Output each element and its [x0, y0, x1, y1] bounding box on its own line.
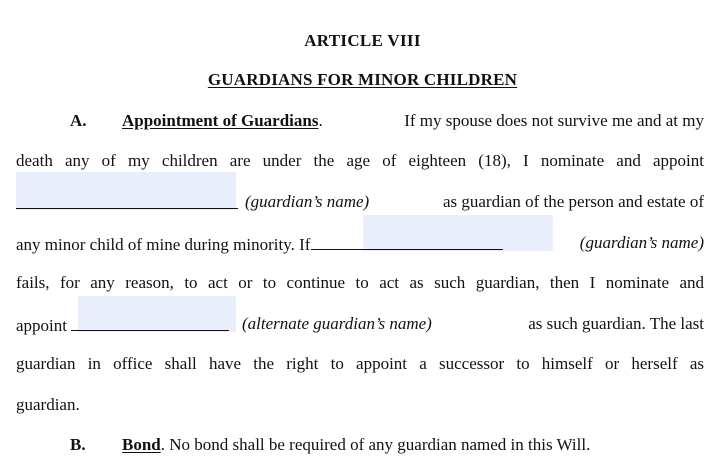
section-a-line-2: death any of my children are under the age of eighteen (18), I nominate and appoint — [16, 151, 704, 170]
section-b-letter: B. — [70, 435, 86, 454]
section-b-line — [16, 435, 704, 455]
guardian-name-blank-1[interactable] — [16, 192, 238, 209]
section-a-text-4: any minor child of mine during minority. If — [16, 235, 311, 254]
section-a-line-1: A. Appointment of Guardians. If my spouse does not survive me and at my — [70, 111, 704, 130]
section-a-line-7: guardian in office shall have the right to appoint a successor to himself or herself as — [16, 354, 704, 373]
section-a-line-8: guardian. — [16, 395, 80, 414]
article-title: ARTICLE VIII — [304, 31, 421, 50]
alternate-guardian-name-blank[interactable] — [71, 314, 229, 331]
guardian-name-blank-2[interactable] — [311, 233, 503, 250]
section-a-text-3: as guardian of the person and estate of — [442, 192, 704, 211]
section-a-line-4 — [16, 233, 704, 255]
section-a-text-6: appoint — [16, 316, 67, 335]
section-a-heading: Appointment of Guardians — [122, 111, 319, 130]
section-b-heading: Bond — [122, 435, 161, 454]
section-a-letter: A. — [70, 111, 87, 130]
alternate-guardian-name-label: (alternate guardian’s name) — [242, 314, 432, 333]
guardian-name-label-1: (guardian’s name) — [245, 192, 370, 211]
section-a-line-6 — [16, 314, 704, 336]
section-a-line-3 — [16, 192, 704, 214]
section-a-text-6-end: as such guardian. The last — [528, 314, 704, 333]
article-subtitle: GUARDIANS FOR MINOR CHILDREN — [207, 70, 518, 89]
section-b-text: . No bond shall be required of any guardian named in this Will. — [160, 435, 591, 454]
section-a-line-5: fails, for any reason, to act or to continue to act as such guardian, then I nominate and — [16, 273, 704, 292]
section-a-text-1: If my spouse does not survive me and at my — [404, 111, 704, 130]
guardian-name-label-2: (guardian’s name) — [579, 233, 704, 252]
